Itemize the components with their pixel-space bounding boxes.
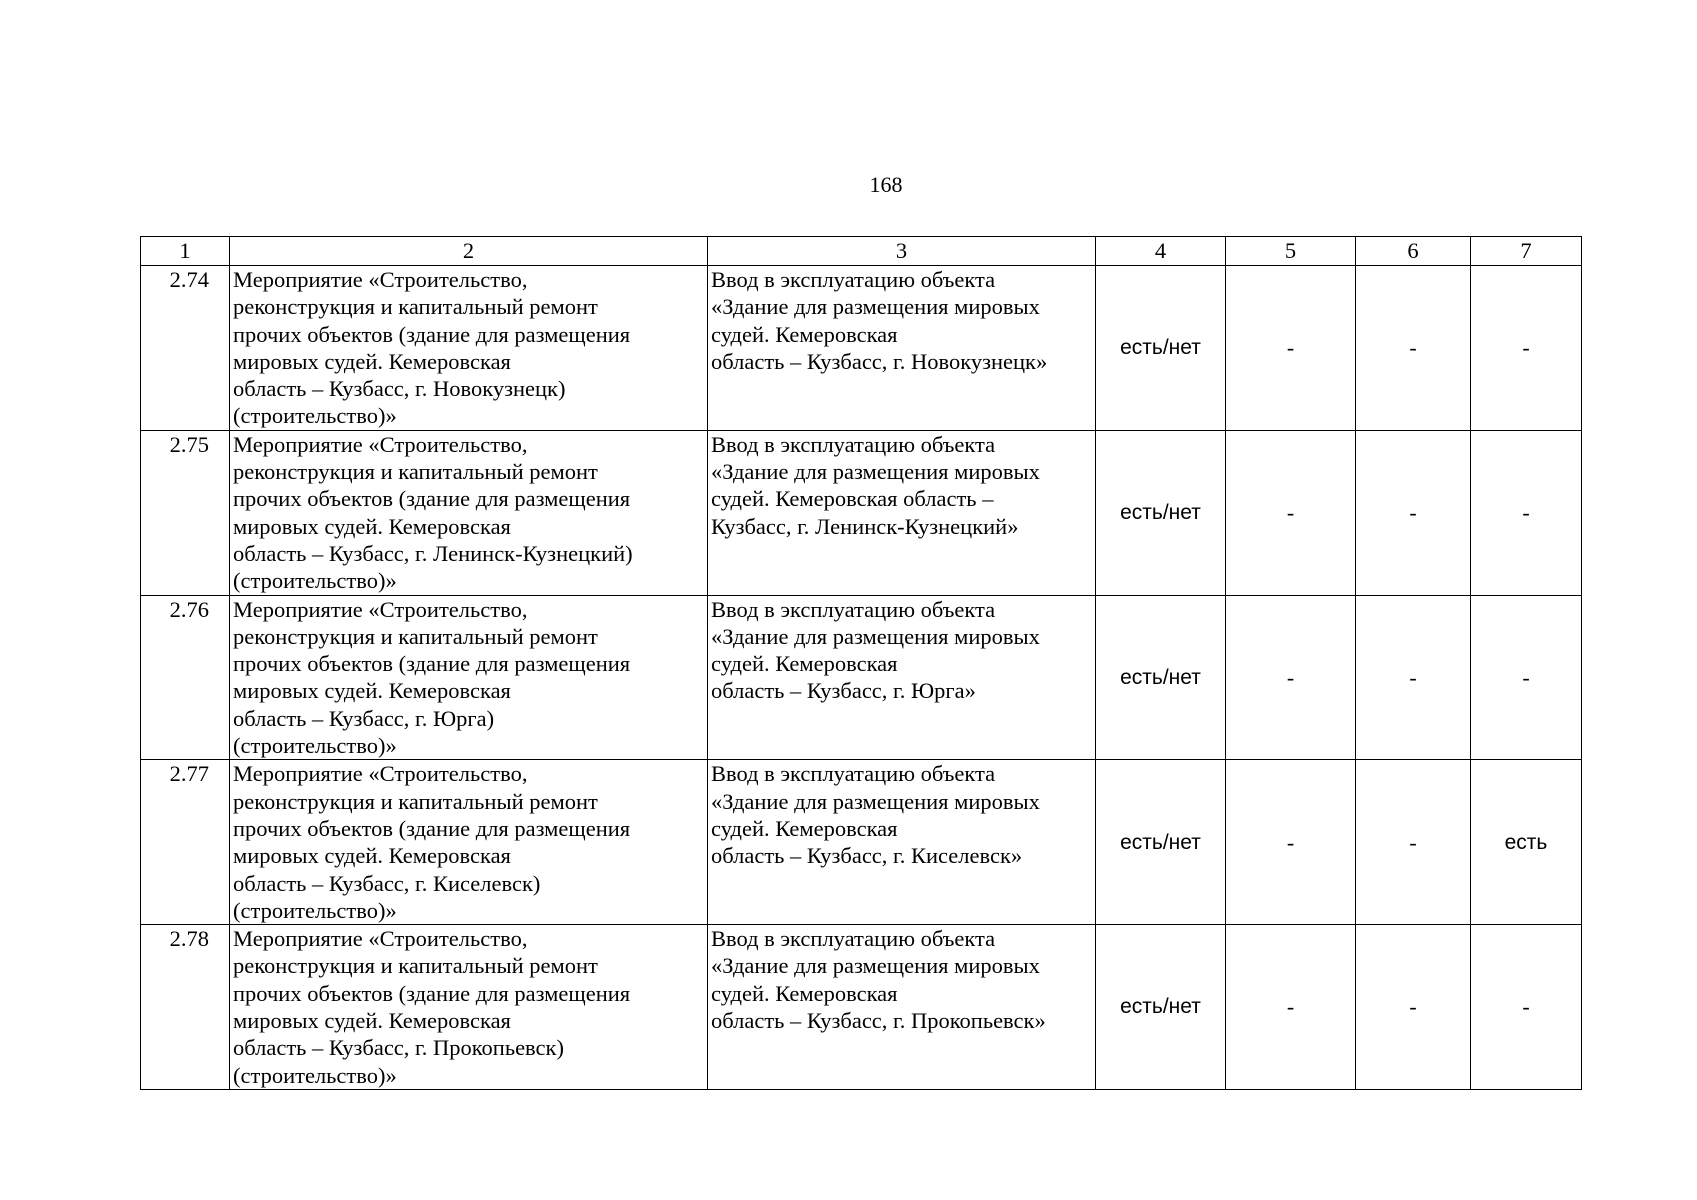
result-cell: Ввод в эксплуатацию объекта «Здание для размещения мировых судей. Кемеровская область – Кузбасс, г. Юрга» [708,595,1096,760]
indicator-cell-6: - [1356,595,1471,760]
indicator-cell-6: - [1356,760,1471,925]
indicator-cell-5: - [1226,595,1356,760]
indicator-cell-6: - [1356,925,1471,1090]
activity-cell: Мероприятие «Строительство, реконструкция и капитальный ремонт прочих объектов (здание для размещения мировых судей. Кемеровская область – Кузбасс, г. Юрга) (строительство)» [230,595,708,760]
activity-cell: Мероприятие «Строительство, реконструкция и капитальный ремонт прочих объектов (здание для размещения мировых судей. Кемеровская область – Кузбасс, г. Новокузнецк) (строительство)» [230,266,708,431]
indicator-cell-4: есть/нет [1096,266,1226,431]
table-header-row [141,237,1582,266]
result-cell: Ввод в эксплуатацию объекта «Здание для размещения мировых судей. Кемеровская область – Кузбасс, г. Прокопьевск» [708,925,1096,1090]
result-cell: Ввод в эксплуатацию объекта «Здание для размещения мировых судей. Кемеровская область – Кузбасс, г. Киселевск» [708,760,1096,925]
result-cell: Ввод в эксплуатацию объекта «Здание для размещения мировых судей. Кемеровская область – Кузбасс, г. Новокузнецк» [708,266,1096,431]
indicator-cell-4: есть/нет [1096,595,1226,760]
indicator-cell-7: - [1471,430,1582,595]
indicator-cell-4: есть/нет [1096,925,1226,1090]
table-row [141,760,1582,925]
column-header-4: 4 [1096,237,1226,266]
row-number-cell: 2.77 [141,760,230,925]
indicator-cell-7: - [1471,925,1582,1090]
row-number-cell: 2.78 [141,925,230,1090]
column-header-6: 6 [1356,237,1471,266]
indicator-cell-6: - [1356,430,1471,595]
indicator-cell-6: - [1356,266,1471,431]
row-number-cell: 2.74 [141,266,230,431]
column-header-1: 1 [141,237,230,266]
table-row [141,430,1582,595]
indicator-cell-7: - [1471,595,1582,760]
row-number-cell: 2.76 [141,595,230,760]
column-header-3: 3 [708,237,1096,266]
indicator-cell-7: есть [1471,760,1582,925]
table-row [141,925,1582,1090]
indicator-cell-5: - [1226,760,1356,925]
table-row [141,595,1582,760]
document-table [140,236,1582,1090]
table-row [141,266,1582,431]
row-number-cell: 2.75 [141,430,230,595]
column-header-2: 2 [230,237,708,266]
indicator-cell-4: есть/нет [1096,760,1226,925]
activity-cell: Мероприятие «Строительство, реконструкция и капитальный ремонт прочих объектов (здание для размещения мировых судей. Кемеровская область – Кузбасс, г. Киселевск) (строительство)» [230,760,708,925]
indicator-cell-5: - [1226,925,1356,1090]
activity-cell: Мероприятие «Строительство, реконструкция и капитальный ремонт прочих объектов (здание для размещения мировых судей. Кемеровская область – Кузбасс, г. Ленинск-Кузнецкий) (строительство)» [230,430,708,595]
indicator-cell-7: - [1471,266,1582,431]
column-header-5: 5 [1226,237,1356,266]
activity-cell: Мероприятие «Строительство, реконструкция и капитальный ремонт прочих объектов (здание для размещения мировых судей. Кемеровская область – Кузбасс, г. Прокопьевск) (строительство)» [230,925,708,1090]
indicator-cell-4: есть/нет [1096,430,1226,595]
result-cell: Ввод в эксплуатацию объекта «Здание для размещения мировых судей. Кемеровская область – Кузбасс, г. Ленинск-Кузнецкий» [708,430,1096,595]
page-number: 168 [869,172,903,197]
column-header-7: 7 [1471,237,1582,266]
indicator-cell-5: - [1226,266,1356,431]
indicator-cell-5: - [1226,430,1356,595]
